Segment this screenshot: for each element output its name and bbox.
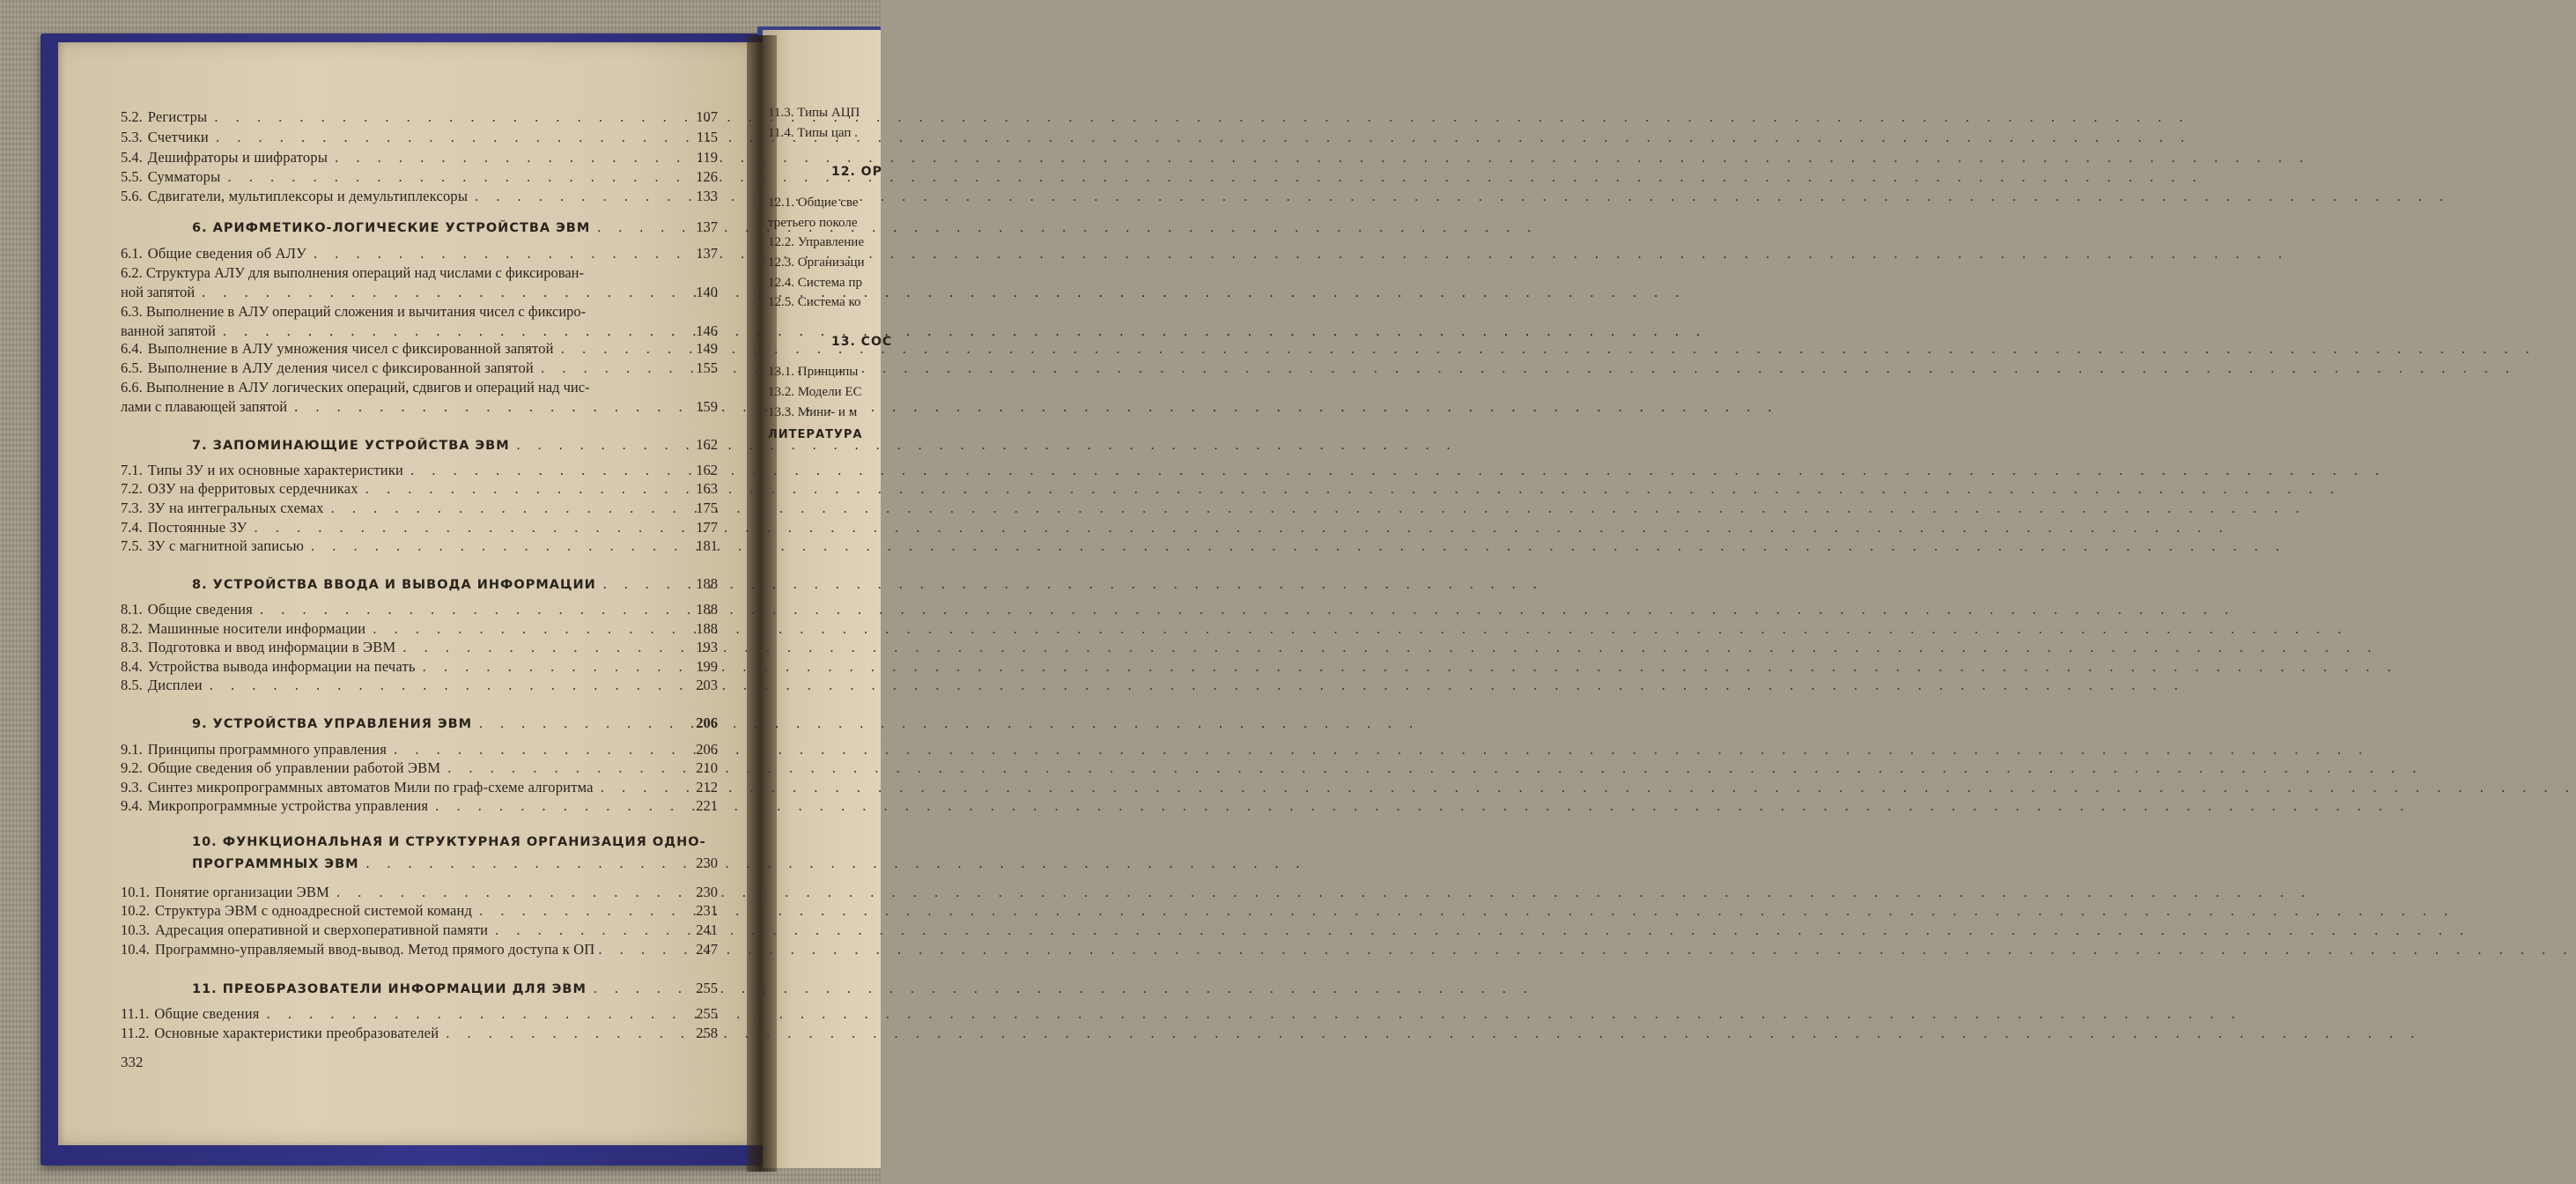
entry-page: 221 <box>696 797 718 814</box>
leader-dots <box>479 716 689 732</box>
right-page-line: 13.3. Мини- и м <box>768 405 858 419</box>
leader-dots <box>202 283 689 302</box>
toc-entry <box>121 797 718 815</box>
leader-dots <box>216 129 690 146</box>
leader-dots <box>495 921 689 939</box>
entry-page: 241 <box>696 921 718 938</box>
entry-title: Выполнение в АЛУ умножения чисел с фиксированной запятой <box>147 340 554 357</box>
right-page-line: третьего поколе <box>768 216 858 230</box>
chapter-page: 255 <box>696 980 718 996</box>
leader-dots <box>603 577 690 593</box>
leader-dots <box>435 797 689 815</box>
chapter-heading-line1: 10. ФУНКЦИОНАЛЬНАЯ И СТРУКТУРНАЯ ОРГАНИЗАЦИЯ ОДНО- <box>192 835 706 849</box>
right-page-literature: ЛИТЕРАТУРА <box>768 428 863 441</box>
toc-entry <box>121 677 718 694</box>
entry-page: 115 <box>696 129 718 145</box>
entry-page: 212 <box>696 779 718 796</box>
entry-number: 6.5. <box>121 359 143 376</box>
entry-page: 149 <box>696 340 718 357</box>
chapter-title: 8. УСТРОЙСТВА ВВОДА И ВЫВОДА ИНФОРМАЦИИ <box>192 578 596 592</box>
entry-page: 126 <box>696 168 718 185</box>
leader-dots <box>423 658 690 676</box>
entry-page: 140 <box>696 284 718 300</box>
entry-number: 10.4. <box>121 941 150 958</box>
entry-number: 7.5. <box>121 537 143 554</box>
leader-dots <box>260 601 689 618</box>
toc-entry <box>121 149 718 166</box>
entry-title: Общие сведения <box>154 1005 260 1022</box>
chapter-title: 6. АРИФМЕТИКО-ЛОГИЧЕСКИЕ УСТРОЙСТВА ЭВМ <box>192 221 591 235</box>
entry-title: Структура ЭВМ с одноадресной системой команд <box>155 902 473 919</box>
leader-dots <box>402 639 689 656</box>
page-number: 332 <box>121 1054 144 1070</box>
entry-page: 231 <box>696 902 718 919</box>
leader-dots <box>255 519 690 536</box>
leader-dots <box>601 779 690 796</box>
toc-entry <box>121 519 718 536</box>
right-page-line: 13.1. Принципы <box>768 365 859 379</box>
leader-dots <box>373 620 689 638</box>
leader-dots <box>267 1005 690 1023</box>
right-page-line: 13.2. Модели ЕС <box>768 385 862 399</box>
entry-number: 8.1. <box>121 601 143 618</box>
chapter-title: ПРОГРАММНЫХ ЭВМ <box>192 857 359 871</box>
leader-dots <box>210 677 689 694</box>
toc-entry <box>121 537 718 555</box>
leader-dots <box>365 480 690 498</box>
entry-page: 162 <box>696 462 718 478</box>
entry-number: 8.4. <box>121 658 143 675</box>
entry-title: Сумматоры <box>147 168 221 185</box>
chapter-heading <box>192 436 718 454</box>
entry-title: Машинные носители информации <box>147 620 366 637</box>
toc-entry <box>121 884 718 901</box>
entry-title: Принципы программного управления <box>147 741 388 758</box>
entry-title: Подготовка и ввод информации в ЭВМ <box>147 639 396 655</box>
toc-entry <box>121 658 718 676</box>
leader-dots <box>561 340 690 358</box>
entry-title-line2: ванной запятой <box>121 322 216 339</box>
entry-title: Основные характеристики преобразователей <box>154 1025 439 1041</box>
entry-number: 5.3. <box>121 129 143 145</box>
leader-dots <box>447 759 689 777</box>
entry-number: 6.1. <box>121 245 143 262</box>
toc-entry-multiline <box>121 302 718 341</box>
entry-title: Выполнение в АЛУ деления чисел с фиксированной запятой <box>147 359 534 376</box>
entry-title: Программно-управляемый ввод-вывод. Метод прямого доступа к ОП <box>155 941 595 958</box>
chapter-page: 188 <box>696 575 718 592</box>
leader-dots <box>594 981 689 997</box>
leader-dots <box>223 322 689 341</box>
leader-dots <box>214 108 689 126</box>
chapter-heading-line2 <box>192 855 718 872</box>
toc-entry <box>121 902 718 920</box>
toc-entry <box>121 359 718 377</box>
entry-page: 119 <box>696 149 718 166</box>
entry-number: 10.3. <box>121 921 150 938</box>
entry-number: 5.5. <box>121 168 143 185</box>
entry-title: Типы ЗУ и их основные характеристики <box>147 462 404 478</box>
leader-dots <box>446 1025 689 1042</box>
right-page-line: 12.4. Система пр <box>768 276 862 290</box>
toc-entry <box>121 779 718 796</box>
entry-title-line1: Структура АЛУ для выполнения операций над числами с фиксирован- <box>145 264 584 281</box>
leader-dots <box>314 245 689 263</box>
entry-title: Общие сведения <box>147 601 253 618</box>
toc-entry <box>121 941 718 958</box>
chapter-page: 230 <box>696 855 718 871</box>
right-page-line: 12.2. Управление <box>768 235 864 249</box>
toc-entry-multiline <box>121 378 718 417</box>
entry-number: 11.1. <box>121 1005 150 1022</box>
right-page-chapter: 13. СОС <box>831 335 893 349</box>
entry-title: Счетчики <box>147 129 209 145</box>
leader-dots <box>541 359 689 377</box>
entry-title: ЗУ на интегральных схемах <box>147 500 324 516</box>
toc-entry <box>121 188 718 205</box>
chapter-heading <box>192 575 718 593</box>
entry-page: 210 <box>696 759 718 776</box>
entry-page: 188 <box>696 620 718 637</box>
entry-page: 133 <box>696 188 718 204</box>
right-page-line: 12.3. Организаци <box>768 255 865 270</box>
entry-page: 247 <box>696 941 718 958</box>
entry-number: 7.1. <box>121 462 143 478</box>
toc-entry <box>121 921 718 939</box>
toc-entry <box>121 759 718 777</box>
toc-entry <box>121 741 718 758</box>
entry-number: 8.5. <box>121 677 143 693</box>
entry-title: ЗУ с магнитной записью <box>147 537 305 554</box>
entry-number: 8.3. <box>121 639 143 655</box>
toc-entry <box>121 245 718 263</box>
chapter-heading <box>192 714 718 732</box>
right-page-line: 11.3. Типы АЦП <box>768 106 860 120</box>
entry-page: 163 <box>696 480 718 497</box>
entry-number: 5.4. <box>121 149 143 166</box>
entry-number: 11.2. <box>121 1025 150 1041</box>
entry-number: 6.4. <box>121 340 143 357</box>
entry-number: 10.1. <box>121 884 150 900</box>
leader-dots <box>598 941 692 958</box>
toc-entry <box>121 620 718 638</box>
entry-page: 181 <box>696 537 718 554</box>
leader-dots <box>331 500 690 517</box>
entry-title: Микропрограммные устройства управления <box>147 797 429 814</box>
leader-dots <box>336 884 689 901</box>
entry-title: Сдвигатели, мультиплексоры и демультиплексоры <box>147 188 469 204</box>
leader-dots <box>410 462 689 479</box>
leader-dots <box>475 188 689 205</box>
chapter-title: 9. УСТРОЙСТВА УПРАВЛЕНИЯ ЭВМ <box>192 717 473 731</box>
chapter-title: 7. ЗАПОМИНАЮЩИЕ УСТРОЙСТВА ЭВМ <box>192 439 510 453</box>
leader-dots <box>394 741 689 758</box>
toc-entry <box>121 129 718 146</box>
entry-page: 193 <box>696 639 718 655</box>
leader-dots <box>294 397 689 417</box>
toc-entry <box>121 462 718 479</box>
entry-page: 206 <box>696 741 718 758</box>
leader-dots <box>597 220 689 236</box>
right-page-chapter: 12. ОР <box>831 165 882 179</box>
entry-number: 6.6. <box>121 379 143 396</box>
right-page-line: 12.1. Общие све <box>768 196 859 210</box>
entry-page: 258 <box>696 1025 718 1041</box>
entry-page: 155 <box>696 359 718 376</box>
entry-number: 7.3. <box>121 500 143 516</box>
toc-entry <box>121 480 718 498</box>
entry-page: 175 <box>696 500 718 516</box>
entry-title: Устройства вывода информации на печать <box>147 658 416 675</box>
entry-title: Общие сведения об АЛУ <box>147 245 307 262</box>
chapter-page: 206 <box>696 714 718 731</box>
entry-title: Адресация оперативной и сверхоперативной памяти <box>155 921 489 938</box>
entry-title: Дешифраторы и шифраторы <box>147 149 328 166</box>
entry-page: 146 <box>696 322 718 339</box>
entry-page: 230 <box>696 884 718 900</box>
entry-title-line1: Выполнение в АЛУ операций сложения и вычитания чисел с фиксиро- <box>145 303 587 320</box>
toc-entry <box>121 1025 718 1042</box>
entry-title: Общие сведения об управлении работой ЭВМ <box>147 759 441 776</box>
toc-entry <box>121 108 718 126</box>
chapter-title: 11. ПРЕОБРАЗОВАТЕЛИ ИНФОРМАЦИИ ДЛЯ ЭВМ <box>192 982 587 996</box>
toc-entry <box>121 168 718 186</box>
entry-number: 6.2. <box>121 264 143 281</box>
leader-dots <box>517 438 690 454</box>
toc-entry <box>121 601 718 618</box>
toc-entry <box>121 1005 718 1023</box>
entry-page: 107 <box>696 108 718 125</box>
entry-title-line2: лами с плавающей запятой <box>121 398 288 415</box>
entry-title-line1: Выполнение в АЛУ логических операций, сдвигов и операций над чис- <box>145 379 590 396</box>
entry-number: 5.6. <box>121 188 143 204</box>
entry-title: Постоянные ЗУ <box>147 519 247 536</box>
leader-dots <box>311 537 689 555</box>
entry-number: 8.2. <box>121 620 143 637</box>
entry-number: 10.2. <box>121 902 150 919</box>
toc-entry <box>121 639 718 656</box>
leader-dots <box>479 902 689 920</box>
entry-number: 6.3. <box>121 303 143 320</box>
entry-title: Дисплеи <box>147 677 203 693</box>
entry-number: 5.2. <box>121 108 143 125</box>
right-page-line: 11.4. Типы цап . <box>768 126 858 140</box>
entry-number: 9.2. <box>121 759 143 776</box>
entry-number: 7.4. <box>121 519 143 536</box>
entry-number: 9.1. <box>121 741 143 758</box>
entry-page: 199 <box>696 658 718 675</box>
entry-number: 9.3. <box>121 779 143 796</box>
chapter-heading <box>192 980 718 997</box>
entry-number: 7.2. <box>121 480 143 497</box>
toc-entry <box>121 340 718 358</box>
leader-dots <box>366 856 690 872</box>
entry-title: Синтез микропрограммных автоматов Мили по граф-схеме алгоритма <box>147 779 594 796</box>
chapter-page: 162 <box>696 436 718 453</box>
entry-page: 177 <box>696 519 718 536</box>
right-page-line: 12.5. Система ко <box>768 295 861 309</box>
leader-dots <box>335 149 690 166</box>
chapter-page: 137 <box>696 218 718 235</box>
entry-title: Понятие организации ЭВМ <box>155 884 329 900</box>
entry-title: Регистры <box>147 108 208 125</box>
entry-page: 137 <box>696 245 718 262</box>
toc-entry-multiline <box>121 263 718 302</box>
entry-title: ОЗУ на ферритовых сердечниках <box>147 480 358 497</box>
leader-dots <box>227 168 689 186</box>
entry-page: 203 <box>696 677 718 693</box>
entry-page: 188 <box>696 601 718 618</box>
entry-page: 159 <box>696 398 718 415</box>
chapter-heading <box>192 218 718 236</box>
toc-entry <box>121 500 718 517</box>
entry-page: 255 <box>696 1005 718 1022</box>
entry-title-line2: ной запятой <box>121 284 196 300</box>
entry-number: 9.4. <box>121 797 143 814</box>
